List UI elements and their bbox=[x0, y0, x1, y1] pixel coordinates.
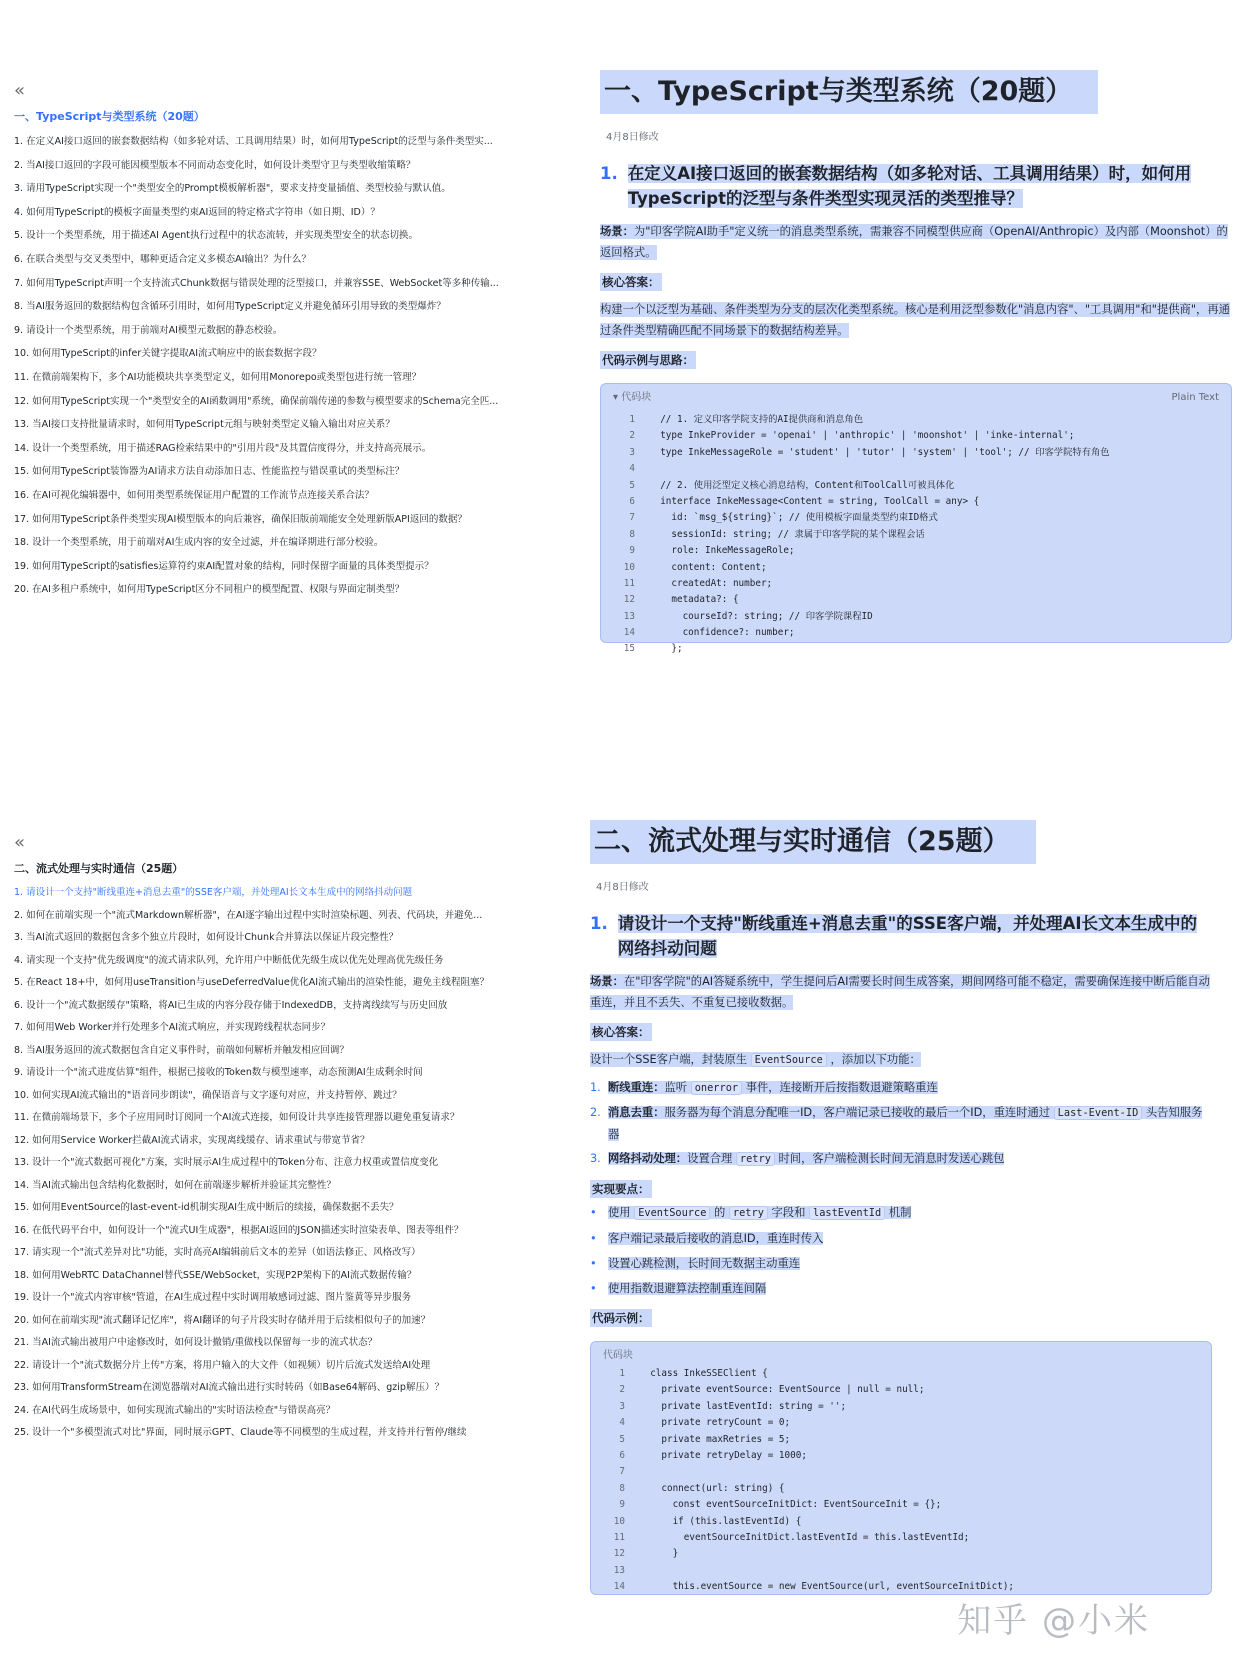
outline-item[interactable]: 13. 当AI接口支持批量请求时，如何用TypeScript元组与映射类型定义输入输出对应关系？ bbox=[14, 419, 395, 431]
code-text: private retryDelay = 1000; bbox=[639, 1449, 807, 1461]
outline-item[interactable]: 4. 如何用TypeScript的模板字面量类型约束AI返回的特定格式字符串（如日期、ID）？ bbox=[14, 206, 380, 218]
line-number: 2 bbox=[619, 1384, 625, 1396]
code-text: if (this.lastEventId) { bbox=[639, 1515, 802, 1527]
list-number: 2. bbox=[590, 1106, 601, 1119]
bullet-list-item bbox=[590, 1278, 1212, 1299]
scene-text: 在"印客学院"的AI答疑系统中，学生提问后AI需要长时间生成答案，期间网络可能不稳定，需要确保连接中断后能自动重连，并且不丢失、不重复已接收数据。 bbox=[590, 975, 1210, 1009]
bullet-list bbox=[590, 1202, 1212, 1299]
outline-item[interactable]: 19. 设计一个"流式内容审核"管道，在AI生成过程中实时调用敏感词过滤、图片鉴黄等异步服务 bbox=[14, 1292, 412, 1303]
ordered-list-item bbox=[590, 1077, 1212, 1099]
outline-item[interactable]: 10. 如何用TypeScript的infer关键字提取AI流式响应中的嵌套数据字段？ bbox=[14, 348, 322, 360]
core-answer-label: 核心答案： bbox=[602, 275, 660, 289]
line-number: 5 bbox=[619, 1433, 625, 1445]
code-line bbox=[591, 1415, 1211, 1431]
code-text: // 1. 定义印客学院支持的AI提供商和消息角色 bbox=[649, 414, 864, 425]
code-line bbox=[601, 609, 1231, 625]
list-number: 1. bbox=[590, 1081, 601, 1094]
code-text: createdAt: number; bbox=[649, 577, 773, 589]
code-example-label: 代码示例： bbox=[592, 1311, 650, 1325]
bullet-text: 机制 bbox=[888, 1206, 912, 1219]
scene-label: 场景： bbox=[590, 975, 624, 988]
line-number: 13 bbox=[623, 610, 635, 622]
outline-item[interactable]: 19. 如何用TypeScript的satisfies运算符约束AI配置对象的结构，同时保留字面量的具体类型提示？ bbox=[14, 560, 434, 572]
outline-sidebar bbox=[14, 80, 559, 602]
code-line bbox=[601, 478, 1231, 494]
outline-item[interactable]: 22. 请设计一个"流式数据分片上传"方案，将用户输入的大文件（如视频）切片后流式发送给AI处理 bbox=[14, 1359, 431, 1371]
code-text: type InkeMessageRole = 'student' | 'tutor' | 'system' | 'tool'; // 印客学院特有角色 bbox=[649, 446, 1110, 458]
code-text: role: InkeMessageRole; bbox=[649, 545, 795, 557]
bullet-item-body bbox=[608, 1206, 911, 1219]
list-item-text: 设置合理 bbox=[687, 1152, 733, 1165]
outline-item[interactable]: 24. 在AI代码生成场景中，如何实现流式输出的"实时语法检查"与错误高亮？ bbox=[14, 1404, 336, 1416]
line-number: 3 bbox=[619, 1400, 625, 1412]
code-text: private retryCount = 0; bbox=[639, 1417, 791, 1429]
code-text: // 2. 使用泛型定义核心消息结构，Content和ToolCall可被具体化 bbox=[649, 479, 955, 491]
list-item-text: 服务器为每个消息分配唯一ID，客户端记录已接收的最后一个ID，重连时通过 bbox=[664, 1106, 1051, 1119]
collapse-sidebar-icon[interactable]: « bbox=[14, 80, 26, 101]
question-title bbox=[590, 911, 1212, 961]
outline-item[interactable]: 10. 如何实现AI流式输出的"语音同步朗读"，确保语音与文字逐句对应，并支持暂停、跳过？ bbox=[14, 1089, 402, 1101]
core-answer-paragraph bbox=[590, 1049, 1212, 1071]
question-text: 在定义AI接口返回的嵌套数据结构（如多轮对话、工具调用结果）时，如何用TypeScript的泛型与条件类型实现灵活的类型推导？ bbox=[627, 164, 1192, 208]
outline-item[interactable]: 4. 请实现一个支持"优先级调度"的流式请求队列，允许用户中断低优先级生成以优先处理高优先级任务 bbox=[14, 954, 444, 966]
code-text: connect(url: string) { bbox=[639, 1482, 785, 1494]
bullet-item-body bbox=[608, 1282, 766, 1295]
code-line bbox=[591, 1399, 1211, 1415]
code-text: id: `msg_${string}`; // 使用模板字面量类型约束ID格式 bbox=[649, 512, 938, 524]
implementation-label: 实现要点： bbox=[592, 1182, 650, 1196]
code-line bbox=[601, 641, 1231, 657]
outline-item[interactable]: 1. 请设计一个支持"断线重连+消息去重"的SSE客户端，并处理AI长文本生成中的网络抖动问题 bbox=[14, 887, 413, 898]
outline-list bbox=[14, 130, 559, 602]
core-answer-text-tail: ，添加以下功能： bbox=[830, 1053, 921, 1066]
outline-heading[interactable]: 二、流式处理与实时通信（25题） bbox=[14, 862, 184, 875]
outline-item[interactable]: 17. 如何用TypeScript条件类型实现AI模型版本的向后兼容，确保旧版前端能安全处理新版API返回的数据？ bbox=[14, 513, 467, 525]
list-item-body bbox=[608, 1081, 938, 1094]
code-text: interface InkeMessage<Content = string, ToolCall = any> { bbox=[649, 495, 980, 507]
code-block-header bbox=[601, 384, 1231, 412]
line-number: 1 bbox=[619, 1368, 625, 1379]
outline-item[interactable]: 3. 请用TypeScript实现一个"类型安全的Prompt模板解析器"，要求支持变量插值、类型校验与默认值。 bbox=[14, 183, 451, 195]
line-number: 5 bbox=[629, 479, 635, 491]
bullet-dot-icon: • bbox=[590, 1257, 597, 1270]
outline-item[interactable]: 18. 设计一个类型系统，用于前端对AI生成内容的安全过滤，并在编译期进行部分校验。 bbox=[14, 537, 384, 549]
code-text: type InkeProvider = 'openai' | 'anthropic' | 'moonshot' | 'inke-internal'; bbox=[649, 430, 1075, 442]
outline-item[interactable]: 17. 请实现一个"流式差异对比"功能，实时高亮AI编辑前后文本的差异（如语法修正、风格改写） bbox=[14, 1247, 421, 1258]
outline-item[interactable]: 1. 在定义AI接口返回的嵌套数据结构（如多轮对话、工具调用结果）时，如何用TypeScript的泛型与条件类型实... bbox=[14, 136, 493, 147]
bullet-dot-icon: • bbox=[590, 1206, 597, 1219]
outline-sidebar bbox=[14, 832, 559, 1445]
outline-item[interactable]: 11. 在微前端架构下，多个AI功能模块共享类型定义，如何用Monorepo或类型包进行统一管理？ bbox=[14, 371, 422, 383]
bullet-list-item bbox=[590, 1202, 1212, 1224]
ordered-list bbox=[590, 1077, 1212, 1170]
code-text: const eventSourceInitDict: EventSourceInit = {}; bbox=[639, 1499, 942, 1511]
outline-item[interactable]: 2. 当AI接口返回的字段可能因模型版本不同而动态变化时，如何设计类型守卫与类型收缩策略？ bbox=[14, 159, 416, 171]
line-number: 10 bbox=[613, 1515, 625, 1527]
line-number: 11 bbox=[623, 577, 635, 589]
document-panel-streaming bbox=[0, 780, 1242, 1660]
outline-item[interactable]: 9. 请设计一个"流式进度估算"组件，根据已接收的Token数与模型速率，动态预测AI生成剩余时间 bbox=[14, 1067, 423, 1078]
line-number: 13 bbox=[613, 1564, 625, 1576]
inline-code: retry bbox=[729, 1206, 768, 1220]
inline-code: Last-Event-ID bbox=[1054, 1106, 1143, 1120]
outline-item[interactable]: 9. 请设计一个类型系统，用于前端对AI模型元数据的静态校验。 bbox=[14, 324, 283, 336]
line-number: 2 bbox=[629, 430, 635, 442]
code-text: }; bbox=[649, 643, 683, 655]
outline-item[interactable]: 16. 在低代码平台中，如何设计一个"流式UI生成器"，根据AI返回的JSON描述实时渲染表单、图表等组件？ bbox=[14, 1224, 464, 1236]
outline-item[interactable]: 5. 设计一个类型系统，用于描述AI Agent执行过程中的状态流转，并实现类型安全的状态切换。 bbox=[14, 230, 419, 242]
code-line bbox=[601, 412, 1231, 428]
bullet-text: 使用指数退避算法控制重连间隔 bbox=[608, 1282, 767, 1295]
code-line bbox=[601, 428, 1231, 444]
bullet-text: 的 bbox=[714, 1206, 726, 1219]
outline-item[interactable]: 7. 如何用TypeScript声明一个支持流式Chunk数据与错误处理的泛型接口，并兼容SSE、WebSocket等多种传输... bbox=[14, 277, 499, 289]
code-text: private eventSource: EventSource | null = null; bbox=[639, 1384, 925, 1396]
list-item-text: 监听 bbox=[664, 1081, 688, 1094]
code-text: eventSourceInitDict.lastEventId = this.lastEventId; bbox=[639, 1531, 970, 1543]
outline-item[interactable]: 6. 设计一个"流式数据缓存"策略，将AI已生成的内容分段存储于IndexedDB，支持离线续写与历史回放 bbox=[14, 999, 448, 1011]
code-line bbox=[591, 1366, 1211, 1382]
outline-item[interactable]: 13. 设计一个"流式数据可视化"方案，实时展示AI生成过程中的Token分布、注意力权重或置信度变化 bbox=[14, 1157, 439, 1168]
code-text: } bbox=[639, 1548, 679, 1560]
outline-item[interactable]: 12. 如何用TypeScript实现一个"类型安全的AI函数调用"系统，确保前端传递的参数与模型要求的Schema完全匹... bbox=[14, 395, 499, 407]
list-item-text: 头告知服务器 bbox=[608, 1106, 1203, 1141]
line-number: 8 bbox=[619, 1482, 625, 1494]
line-number: 7 bbox=[619, 1466, 625, 1478]
list-item-label: 断线重连： bbox=[608, 1081, 665, 1094]
outline-item[interactable]: 8. 当AI服务返回的数据结构包含循环引用时，如何用TypeScript定义并避免循环引用导致的类型爆炸？ bbox=[14, 301, 446, 313]
code-example-label: 代码示例与思路： bbox=[602, 353, 694, 367]
code-line bbox=[601, 625, 1231, 641]
list-item-label: 网络抖动处理： bbox=[608, 1152, 688, 1165]
document-panel-typescript bbox=[0, 0, 1242, 720]
code-line bbox=[591, 1546, 1211, 1562]
bullet-text: 客户端记录最后接收的消息ID，重连时传入 bbox=[608, 1232, 824, 1245]
page-title: 二、流式处理与实时通信（25题） bbox=[590, 820, 1036, 864]
bullet-list-item bbox=[590, 1253, 1212, 1274]
scene-paragraph bbox=[600, 221, 1232, 263]
outline-item[interactable]: 5. 在React 18+中，如何用useTransition与useDeferredValue优化AI流式输出的渲染性能，避免主线程阻塞？ bbox=[14, 977, 490, 988]
line-number: 12 bbox=[613, 1548, 625, 1560]
inline-code: onerror bbox=[691, 1081, 742, 1095]
inline-code: retry bbox=[736, 1152, 775, 1166]
line-number: 1 bbox=[629, 414, 635, 425]
document-body bbox=[590, 820, 1212, 1595]
line-number: 7 bbox=[629, 512, 635, 524]
line-number: 15 bbox=[623, 643, 635, 655]
code-line bbox=[601, 560, 1231, 576]
code-language-label[interactable]: Plain Text bbox=[1171, 392, 1219, 403]
code-text: courseId?: string; // 印客学院课程ID bbox=[649, 610, 873, 622]
code-text: sessionId: string; // 隶属于印客学院的某个课程会话 bbox=[649, 528, 925, 540]
ordered-list-item bbox=[590, 1102, 1212, 1145]
outline-item[interactable]: 15. 如何用EventSource的last-event-id机制实现AI生成中断后的续接，确保数据不丢失？ bbox=[14, 1202, 399, 1213]
code-lines bbox=[591, 1366, 1211, 1595]
code-block[interactable] bbox=[590, 1341, 1212, 1595]
line-number: 11 bbox=[613, 1531, 625, 1543]
code-text: this.eventSource = new EventSource(url, eventSourceInitDict); bbox=[639, 1581, 1015, 1593]
list-number: 3. bbox=[590, 1152, 601, 1165]
question-number: 1. bbox=[600, 164, 618, 183]
line-number: 9 bbox=[629, 545, 635, 557]
question-title bbox=[600, 161, 1232, 211]
line-number: 12 bbox=[623, 594, 635, 606]
brand-watermark: 知乎 @小米 bbox=[957, 1601, 1150, 1641]
bullet-dot-icon: • bbox=[590, 1282, 597, 1295]
code-line bbox=[591, 1514, 1211, 1530]
question-number: 1. bbox=[590, 914, 608, 933]
inline-code: lastEventId bbox=[809, 1206, 885, 1220]
outline-item[interactable]: 14. 设计一个类型系统，用于描述RAG检索结果中的"引用片段"及其置信度得分，并支持高亮展示。 bbox=[14, 442, 432, 454]
outline-item[interactable]: 7. 如何用Web Worker并行处理多个AI流式响应，并实现跨线程状态同步？ bbox=[14, 1022, 331, 1033]
code-line bbox=[601, 510, 1231, 526]
code-line bbox=[601, 527, 1231, 543]
code-text: metadata?: { bbox=[649, 594, 739, 606]
code-line bbox=[601, 576, 1231, 592]
code-line bbox=[601, 494, 1231, 510]
code-block[interactable] bbox=[600, 383, 1232, 655]
inline-code: EventSource bbox=[634, 1206, 710, 1220]
question-text: 请设计一个支持"断线重连+消息去重"的SSE客户端，并处理AI长文本生成中的网络抖动问题 bbox=[617, 914, 1197, 958]
page-title: 一、TypeScript与类型系统（20题） bbox=[600, 70, 1098, 114]
outline-item[interactable]: 14. 当AI流式输出包含结构化数据时，如何在前端逐步解析并验证其完整性？ bbox=[14, 1179, 336, 1191]
line-number: 6 bbox=[629, 495, 635, 507]
code-text: confidence?: number; bbox=[649, 627, 795, 639]
line-number: 14 bbox=[623, 627, 635, 639]
collapse-sidebar-icon[interactable]: « bbox=[14, 832, 26, 853]
outline-item[interactable]: 6. 在联合类型与交叉类型中，哪种更适合定义多模态AI输出？为什么？ bbox=[14, 253, 311, 265]
modified-date: 4月8日修改 bbox=[596, 882, 649, 893]
code-line bbox=[601, 445, 1231, 461]
list-item-text: 时间，客户端检测长时间无消息时发送心跳包 bbox=[778, 1152, 1005, 1165]
line-number: 14 bbox=[613, 1581, 625, 1593]
core-answer-text: 设计一个SSE客户端，封装原生 bbox=[590, 1053, 748, 1066]
scene-text: 为"印客学院AI助手"定义统一的消息类型系统，需兼容不同模型供应商（OpenAI/Anthropic）及内部（Moonshot）的返回格式。 bbox=[600, 225, 1228, 259]
code-line bbox=[601, 543, 1231, 559]
core-answer-paragraph bbox=[600, 299, 1232, 341]
outline-heading[interactable]: 一、TypeScript与类型系统（20题） bbox=[14, 110, 205, 123]
code-text: private maxRetries = 5; bbox=[639, 1433, 791, 1445]
bullet-text: 设置心跳检测，长时间无数据主动重连 bbox=[608, 1257, 801, 1270]
scene-label: 场景： bbox=[600, 225, 634, 238]
bullet-item-body bbox=[608, 1232, 823, 1245]
chevron-down-icon[interactable]: ▾ bbox=[613, 392, 622, 403]
modified-date: 4月8日修改 bbox=[606, 132, 659, 143]
line-number: 4 bbox=[619, 1417, 625, 1429]
line-number: 6 bbox=[619, 1449, 625, 1461]
code-line bbox=[591, 1448, 1211, 1464]
scene-paragraph bbox=[590, 971, 1212, 1013]
inline-code: EventSource bbox=[751, 1053, 827, 1067]
code-block-title: 代码块 bbox=[603, 1350, 633, 1361]
code-text: private lastEventId: string = ''; bbox=[639, 1400, 847, 1412]
line-number: 8 bbox=[629, 528, 635, 540]
code-line bbox=[591, 1563, 1211, 1579]
bullet-dot-icon: • bbox=[590, 1232, 597, 1245]
outline-item[interactable]: 16. 在AI可视化编辑器中，如何用类型系统保证用户配置的工作流节点连接关系合法？ bbox=[14, 489, 374, 501]
outline-list bbox=[14, 882, 559, 1445]
bullet-text: 使用 bbox=[608, 1206, 631, 1219]
outline-item[interactable]: 15. 如何用TypeScript装饰器为AI请求方法自动添加日志、性能监控与错误重试的类型标注？ bbox=[14, 466, 405, 478]
outline-item[interactable]: 12. 如何用Service Worker拦截AI流式请求，实现离线缓存、请求重试与带宽节省？ bbox=[14, 1134, 370, 1146]
outline-item[interactable]: 21. 当AI流式输出被用户中途修改时，如何设计撤销/重做栈以保留每一步的流式状态？ bbox=[14, 1337, 378, 1348]
ordered-list-item bbox=[590, 1148, 1212, 1170]
code-block-title: 代码块 bbox=[621, 392, 652, 403]
code-lines bbox=[601, 412, 1231, 658]
outline-item[interactable]: 25. 设计一个"多模型流式对比"界面，同时展示GPT、Claude等不同模型的生成过程，并支持并行暂停/继续 bbox=[14, 1427, 467, 1438]
line-number: 10 bbox=[623, 561, 635, 573]
line-number: 9 bbox=[619, 1499, 625, 1511]
code-line bbox=[591, 1382, 1211, 1398]
outline-item[interactable]: 20. 在AI多租户系统中，如何用TypeScript区分不同租户的模型配置、权限与界面定制类型？ bbox=[14, 584, 405, 596]
core-answer-text: 构建一个以泛型为基础、条件类型为分支的层次化类型系统。核心是利用泛型参数化"消息内容"、"工具调用"和"提供商"，再通过条件类型精确匹配不同场景下的数据结构差异。 bbox=[600, 303, 1230, 337]
document-body bbox=[600, 70, 1232, 655]
code-line bbox=[601, 461, 1231, 477]
list-item-body bbox=[608, 1152, 1004, 1165]
list-item-text: 事件，连接断开后按指数退避策略重连 bbox=[745, 1081, 938, 1094]
outline-item[interactable]: 18. 如何用WebRTC DataChannel替代SSE/WebSocket，实现P2P架构下的AI流式数据传输？ bbox=[14, 1269, 417, 1281]
code-line bbox=[591, 1432, 1211, 1448]
code-text: content: Content; bbox=[649, 561, 767, 573]
outline-item[interactable]: 11. 在微前端场景下，多个子应用同时订阅同一个AI流式连接，如何设计共享连接管理器以避免重复请求？ bbox=[14, 1112, 460, 1123]
outline-item[interactable]: 8. 当AI服务返回的流式数据包含自定义事件时，前端如何解析并触发相应回调？ bbox=[14, 1044, 349, 1056]
bullet-list-item bbox=[590, 1228, 1212, 1249]
outline-item[interactable]: 20. 如何在前端实现"流式翻译记忆库"，将AI翻译的句子片段实时存储并用于后续相似句子的加速？ bbox=[14, 1314, 431, 1326]
outline-item[interactable]: 23. 如何用TransformStream在浏览器端对AI流式输出进行实时转码（如Base64解码、gzip解压）？ bbox=[14, 1382, 444, 1393]
bullet-text: 字段和 bbox=[771, 1206, 806, 1219]
code-line bbox=[591, 1497, 1211, 1513]
code-line bbox=[601, 592, 1231, 608]
bullet-item-body bbox=[608, 1257, 800, 1270]
core-answer-label: 核心答案： bbox=[592, 1025, 650, 1039]
line-number: 3 bbox=[629, 446, 635, 458]
outline-item[interactable]: 2. 如何在前端实现一个"流式Markdown解析器"，在AI逐字输出过程中实时渲染标题、列表、代码块，并避免... bbox=[14, 909, 483, 921]
list-item-body bbox=[608, 1106, 1202, 1141]
outline-item[interactable]: 3. 当AI流式返回的数据包含多个独立片段时，如何设计Chunk合并算法以保证片段完整性？ bbox=[14, 932, 399, 943]
code-line bbox=[591, 1530, 1211, 1546]
code-line bbox=[591, 1481, 1211, 1497]
line-number: 4 bbox=[629, 463, 635, 475]
code-text: class InkeSSEClient { bbox=[639, 1368, 768, 1379]
code-line bbox=[591, 1464, 1211, 1480]
list-item-label: 消息去重： bbox=[608, 1106, 665, 1119]
